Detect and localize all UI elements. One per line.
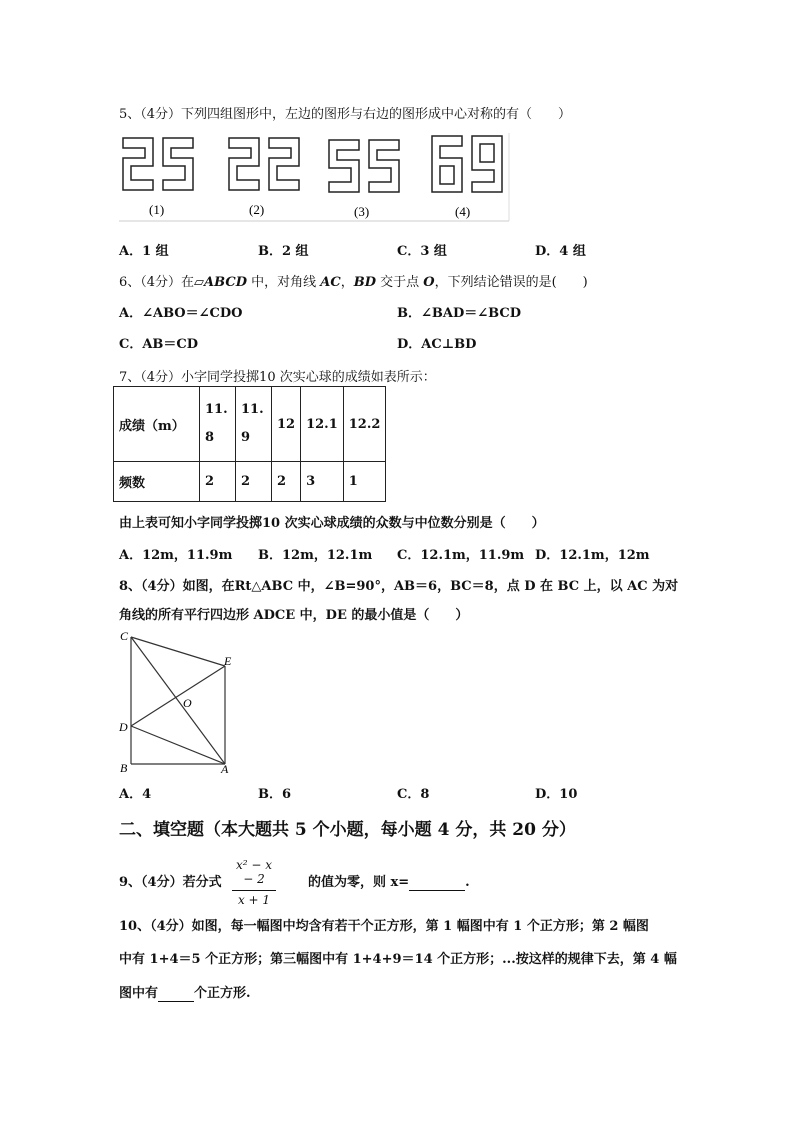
q6-stem bbox=[119, 271, 588, 290]
q9-fraction bbox=[232, 858, 276, 907]
q6-option-a[interactable]: A．∠ABO＝∠CDO bbox=[119, 306, 243, 321]
q6-comma: ， bbox=[340, 275, 354, 290]
q5-label-4: (4) bbox=[455, 204, 471, 219]
q7-freq-1: 2 bbox=[200, 462, 236, 502]
q5-option-c[interactable]: C．3 组 bbox=[397, 244, 447, 259]
q6-prefix: 6、（4分）在▱ bbox=[119, 275, 205, 290]
q8-option-b[interactable]: B．6 bbox=[258, 787, 292, 802]
q10-line1: 10、（4分）如图，每一幅图中均含有若干个正方形，第 1 幅图中有 1 个正方形；第 2 幅图 bbox=[119, 919, 649, 934]
q6-ac: AC bbox=[320, 275, 341, 290]
q7-score-2: 11.9 bbox=[236, 387, 272, 462]
q7-freq-5: 1 bbox=[343, 462, 386, 502]
q6-shape: ABCD bbox=[204, 275, 247, 290]
q7-option-c[interactable]: C．12.1m，11.9m bbox=[397, 548, 525, 563]
q9-denominator: x + 1 bbox=[237, 893, 271, 907]
q8-point-e: E bbox=[224, 654, 232, 668]
q6-option-b[interactable]: B．∠BAD＝∠BCD bbox=[397, 306, 521, 321]
q7-follow: 由上表可知小字同学投掷10 次实心球成绩的众数与中位数分别是（ ） bbox=[119, 516, 545, 531]
q7-option-a[interactable]: A．12m，11.9m bbox=[119, 548, 233, 563]
q7-score-3: 12 bbox=[272, 387, 301, 462]
q8-option-c[interactable]: C．8 bbox=[397, 787, 430, 802]
q7-option-b[interactable]: B．12m，12.1m bbox=[258, 548, 373, 563]
q5-option-a[interactable]: A．1 组 bbox=[119, 244, 169, 259]
q9-suffix-line bbox=[308, 871, 470, 891]
q8-point-c: C bbox=[120, 629, 129, 643]
table-row bbox=[114, 462, 386, 502]
q9-numerator: x² − x − 2 bbox=[235, 858, 273, 886]
q8-point-d: D bbox=[119, 720, 128, 734]
q9-end: . bbox=[465, 875, 470, 890]
q8-option-a[interactable]: A．4 bbox=[119, 787, 152, 802]
q10-line3-suffix: 个正方形. bbox=[194, 986, 251, 1001]
q7-stem: 7、（4分）小字同学投掷10 次实心球的成绩如表所示： bbox=[119, 370, 436, 385]
q6-mid2: 交于点 bbox=[375, 275, 424, 290]
q9-answer-blank[interactable] bbox=[409, 875, 465, 891]
q8-point-o: O bbox=[183, 696, 192, 710]
q6-o: O bbox=[423, 275, 435, 290]
q5-option-d[interactable]: D．4 组 bbox=[535, 244, 586, 259]
q5-pair-55 bbox=[329, 140, 399, 192]
q10-answer-blank[interactable] bbox=[158, 986, 194, 1002]
table-row bbox=[114, 387, 386, 462]
q7-option-d[interactable]: D．12.1m，12m bbox=[535, 548, 650, 563]
q9-suffix: 的值为零，则 x= bbox=[308, 875, 410, 890]
q5-figure bbox=[119, 133, 519, 223]
q9-fraction-bar bbox=[232, 890, 276, 891]
q10-line2: 中有 1+4＝5 个正方形；第三幅图中有 1+4+9＝14 个正方形；...按这样的规律下去，第 4 幅 bbox=[119, 952, 677, 967]
q7-freq-4: 3 bbox=[301, 462, 344, 502]
q8-option-d[interactable]: D．10 bbox=[535, 787, 578, 802]
q10-line3 bbox=[119, 982, 251, 1002]
q7-score-4: 12.1 bbox=[301, 387, 344, 462]
q5-stem: 5、（4分）下列四组图形中，左边的图形与右边的图形成中心对称的有（ ） bbox=[119, 107, 572, 122]
q6-option-d[interactable]: D．AC⊥BD bbox=[397, 337, 477, 352]
q5-label-1: (1) bbox=[149, 202, 165, 217]
q8-point-b: B bbox=[120, 761, 128, 775]
section-title: 二、填空题（本大题共 5 个小题，每小题 4 分，共 20 分） bbox=[119, 820, 576, 840]
q10-line3-prefix: 图中有 bbox=[119, 986, 159, 1001]
q5-pair-25 bbox=[123, 138, 193, 190]
q7-score-5: 12.2 bbox=[343, 387, 386, 462]
q5-option-b[interactable]: B．2 组 bbox=[258, 244, 309, 259]
q5-pair-69 bbox=[432, 136, 502, 192]
q7-freq-3: 2 bbox=[272, 462, 301, 502]
q7-row1-header: 成绩（m） bbox=[114, 387, 200, 462]
q9-prefix: 9、（4分）若分式 bbox=[119, 875, 222, 890]
q6-mid1: 中，对角线 bbox=[246, 275, 321, 290]
q5-label-3: (3) bbox=[354, 204, 370, 219]
q5-label-2: (2) bbox=[249, 202, 265, 217]
q7-row2-header: 频数 bbox=[114, 462, 200, 502]
q7-freq-2: 2 bbox=[236, 462, 272, 502]
q8-point-a: A bbox=[221, 762, 229, 776]
q7-score-table bbox=[113, 386, 386, 502]
q7-score-1: 11.8 bbox=[200, 387, 236, 462]
q5-pair-22 bbox=[229, 138, 299, 190]
q8-line1: 8、（4分）如图，在Rt△ABC 中，∠B=90°，AB＝6，BC＝8，点 D 在 BC 上，以 AC 为对 bbox=[119, 579, 679, 594]
q6-suffix: ，下列结论错误的是( ) bbox=[434, 275, 588, 290]
q6-option-c[interactable]: C．AB＝CD bbox=[119, 337, 199, 352]
q8-line2: 角线的所有平行四边形 ADCE 中，DE 的最小值是（ ） bbox=[119, 608, 469, 623]
q6-bd: BD bbox=[353, 275, 376, 290]
q8-diagram bbox=[117, 627, 247, 777]
